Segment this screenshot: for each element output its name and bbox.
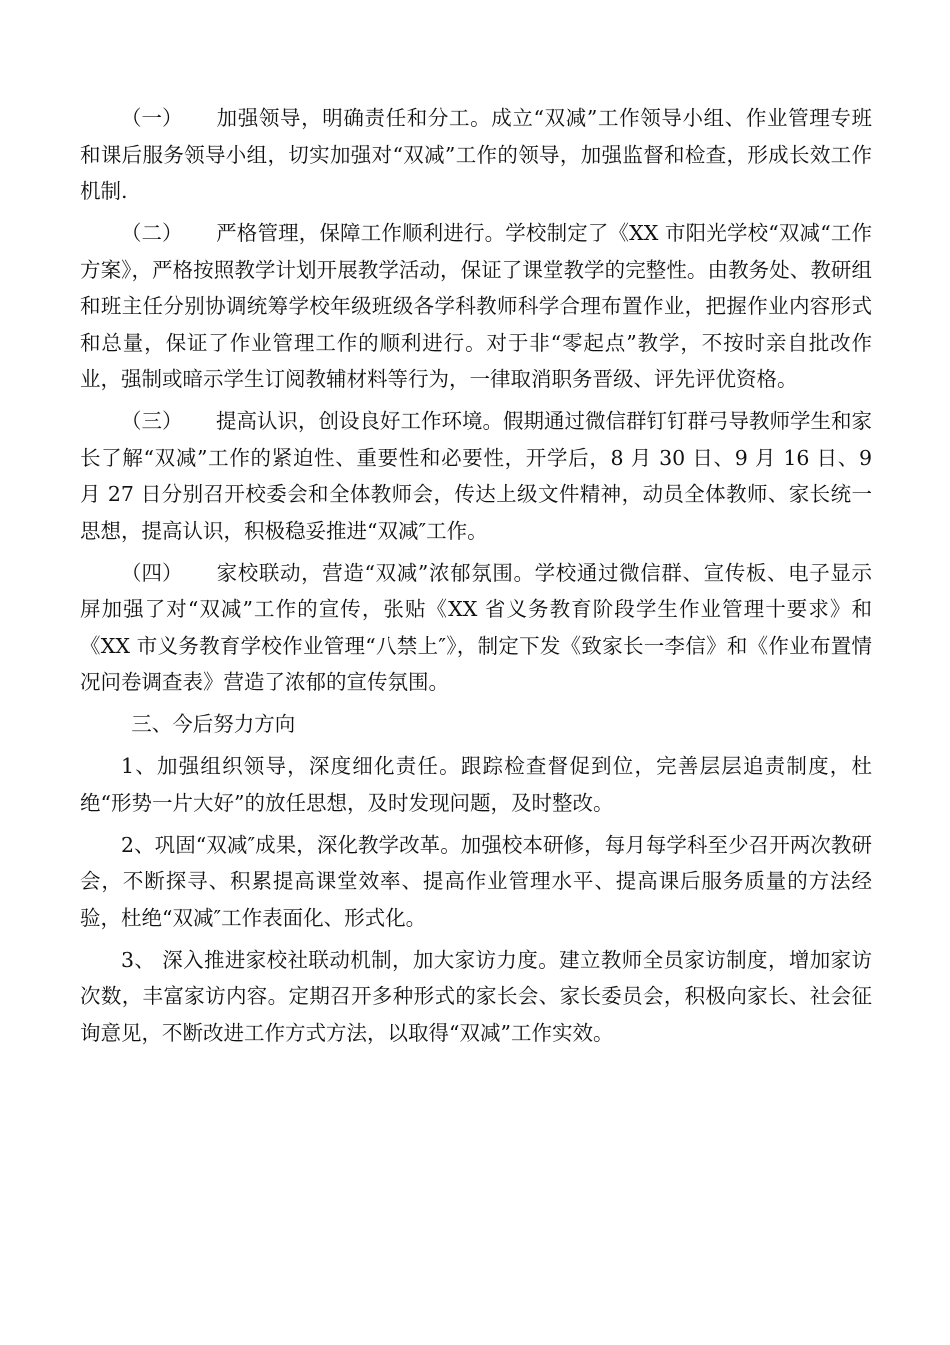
section-text: 严格管理，保障工作顺利进行。学校制定了《XX 市阳光学校“双减“工作方案》，严格按照教学计划开展教学活动，保证了课堂教学的完整性。由教务处、教研组和班主任分别协调统筹学校年级班级各学科教师科学合理布置作业，把握作业内容形式和总量，保证了作业管理工作的顺利进行。对于非“零起点”教学，不按时亲自批改作业，强制或暗示学生订阅教辅材料等行为，一律取消职务晋级、评先评优资格。 (80, 221, 872, 391)
section-text: 家校联动，营造“双减”浓郁氛围。学校通过微信群、宣传板、电子显示屏加强了对“双减”工作的宣传，张贴《XX 省义务教育阶段学生作业管理十要求》和《XX 市义务教育学校作业管理“八禁上″》，制定下发《致家长一李信》和《作业布置情况问卷调查表》营造了浓郁的宣传氛围。 (80, 560, 872, 694)
section-paragraph-4 (80, 555, 872, 701)
section-text: 加强领导，明确责任和分工。成立“双减”工作领导小组、作业管理专班和课后服务领导小组，切实加强对“双减”工作的领导，加强监督和检查，形成长效工作机制. (80, 106, 872, 203)
section-paragraph-2 (80, 215, 872, 398)
section-text: 提高认识，创设良好工作环境。假期通过微信群钉钉群弓导教师学生和家长了解“双减”工作的紧迫性、重要性和必要性，开学后，8 月 30 日、9 月 16 日、9 月 27 日分别召开校委会和全体教师会，传达上级文件精神，动员全体教师、家长统一思想，提高认识，积极稳妥推进“双减″工作。 (80, 409, 872, 543)
list-item-2: 2、巩固“双减″成果，深化教学改革。加强校本研修，每月每学科至少召开两次教研会，不断探寻、积累提高课堂效率、提高作业管理水平、提高课后服务质量的方法经验，杜绝“双减″工作表面化、形式化。 (80, 832, 872, 930)
section-paragraph-3 (80, 403, 872, 549)
section-number: （三） (121, 409, 183, 433)
list-item-3: 3、 深入推进家校社联动机制，加大家访力度。建立教师全员家访制度，增加家访次数，丰富家访内容。定期召开多种形式的家长会、家长委员会，积极向家长、社会征询意见，不断改进工作方式方法，以取得“双减”工作实效。 (80, 947, 872, 1045)
section-number: （二） (121, 221, 183, 245)
section-number: （一） (121, 106, 183, 130)
section-paragraph-1 (80, 100, 872, 210)
section-heading: 三、今后努力方向 (131, 712, 296, 736)
list-item-1: 1、加强组织领导，深度细化责任。跟踪检查督促到位，完善层层追责制度，杜绝“形势一片大好”的放任思想，及时发现问题，及时整改。 (80, 754, 872, 815)
section-number: （四） (121, 560, 183, 585)
